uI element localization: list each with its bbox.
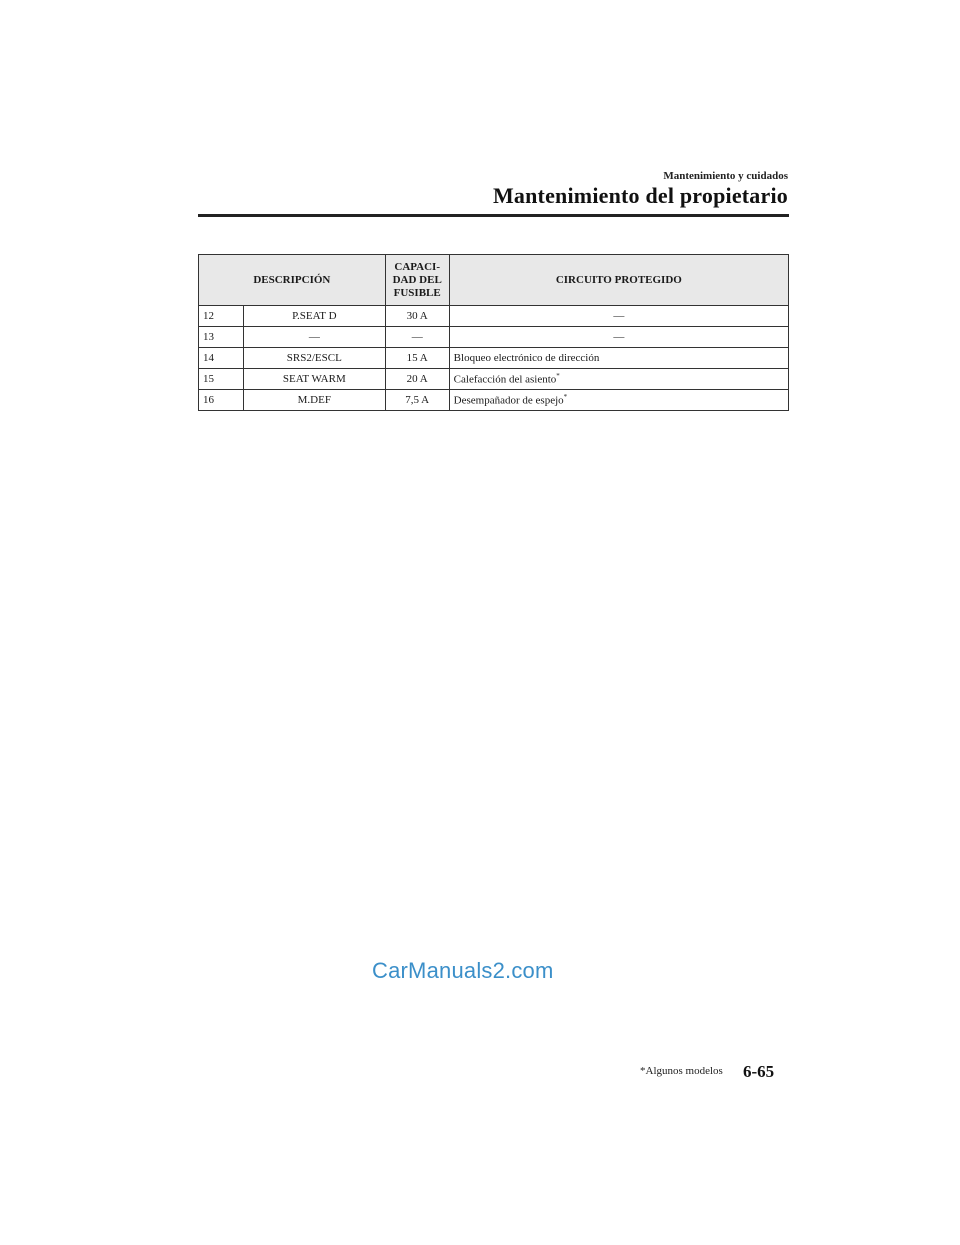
fuse-number: 13 (199, 327, 244, 348)
fuse-capacity: 15 A (385, 348, 449, 369)
table-row (199, 348, 789, 369)
page-title: Mantenimiento del propietario (492, 183, 788, 208)
column-header-circuit: CIRCUITO PROTEGIDO (449, 255, 788, 306)
circuit-text: Calefacción del asiento (453, 373, 557, 386)
page-number: 6-65 (743, 1062, 775, 1081)
protected-circuit: Bloqueo electrónico de dirección (449, 348, 788, 369)
table-row (199, 369, 789, 390)
fuse-capacity: 20 A (385, 369, 449, 390)
table-row (199, 327, 789, 348)
fuse-number: 16 (199, 390, 244, 411)
column-header-description: DESCRIPCIÓN (199, 255, 386, 306)
column-header-capacity: CAPACI- DAD DEL FUSIBLE (385, 255, 449, 306)
watermark-link[interactable]: CarManuals2.com (372, 958, 554, 983)
table-header-row (199, 255, 789, 306)
section-label: Mantenimiento y cuidados (663, 170, 788, 182)
protected-circuit (449, 390, 788, 411)
fuse-description: — (243, 327, 385, 348)
fuse-description: P.SEAT D (243, 306, 385, 327)
some-models-mark: * (556, 372, 560, 381)
footnote: *Algunos modelos (640, 1065, 723, 1077)
protected-circuit (449, 369, 788, 390)
fuse-capacity: — (385, 327, 449, 348)
protected-circuit: — (449, 306, 788, 327)
some-models-mark: * (563, 393, 568, 402)
fuse-capacity: 30 A (385, 306, 449, 327)
circuit-text: Desempañador de espejo (453, 394, 564, 407)
table-row (199, 306, 789, 327)
fuse-table (198, 254, 789, 411)
fuse-number: 14 (199, 348, 244, 369)
fuse-number: 12 (199, 306, 244, 327)
fuse-number: 15 (199, 369, 244, 390)
fuse-description: SEAT WARM (243, 369, 385, 390)
header-divider (198, 214, 789, 217)
fuse-capacity: 7,5 A (385, 390, 449, 411)
table-row (199, 390, 789, 411)
fuse-description: M.DEF (243, 390, 385, 411)
fuse-description: SRS2/ESCL (243, 348, 385, 369)
protected-circuit: — (449, 327, 788, 348)
